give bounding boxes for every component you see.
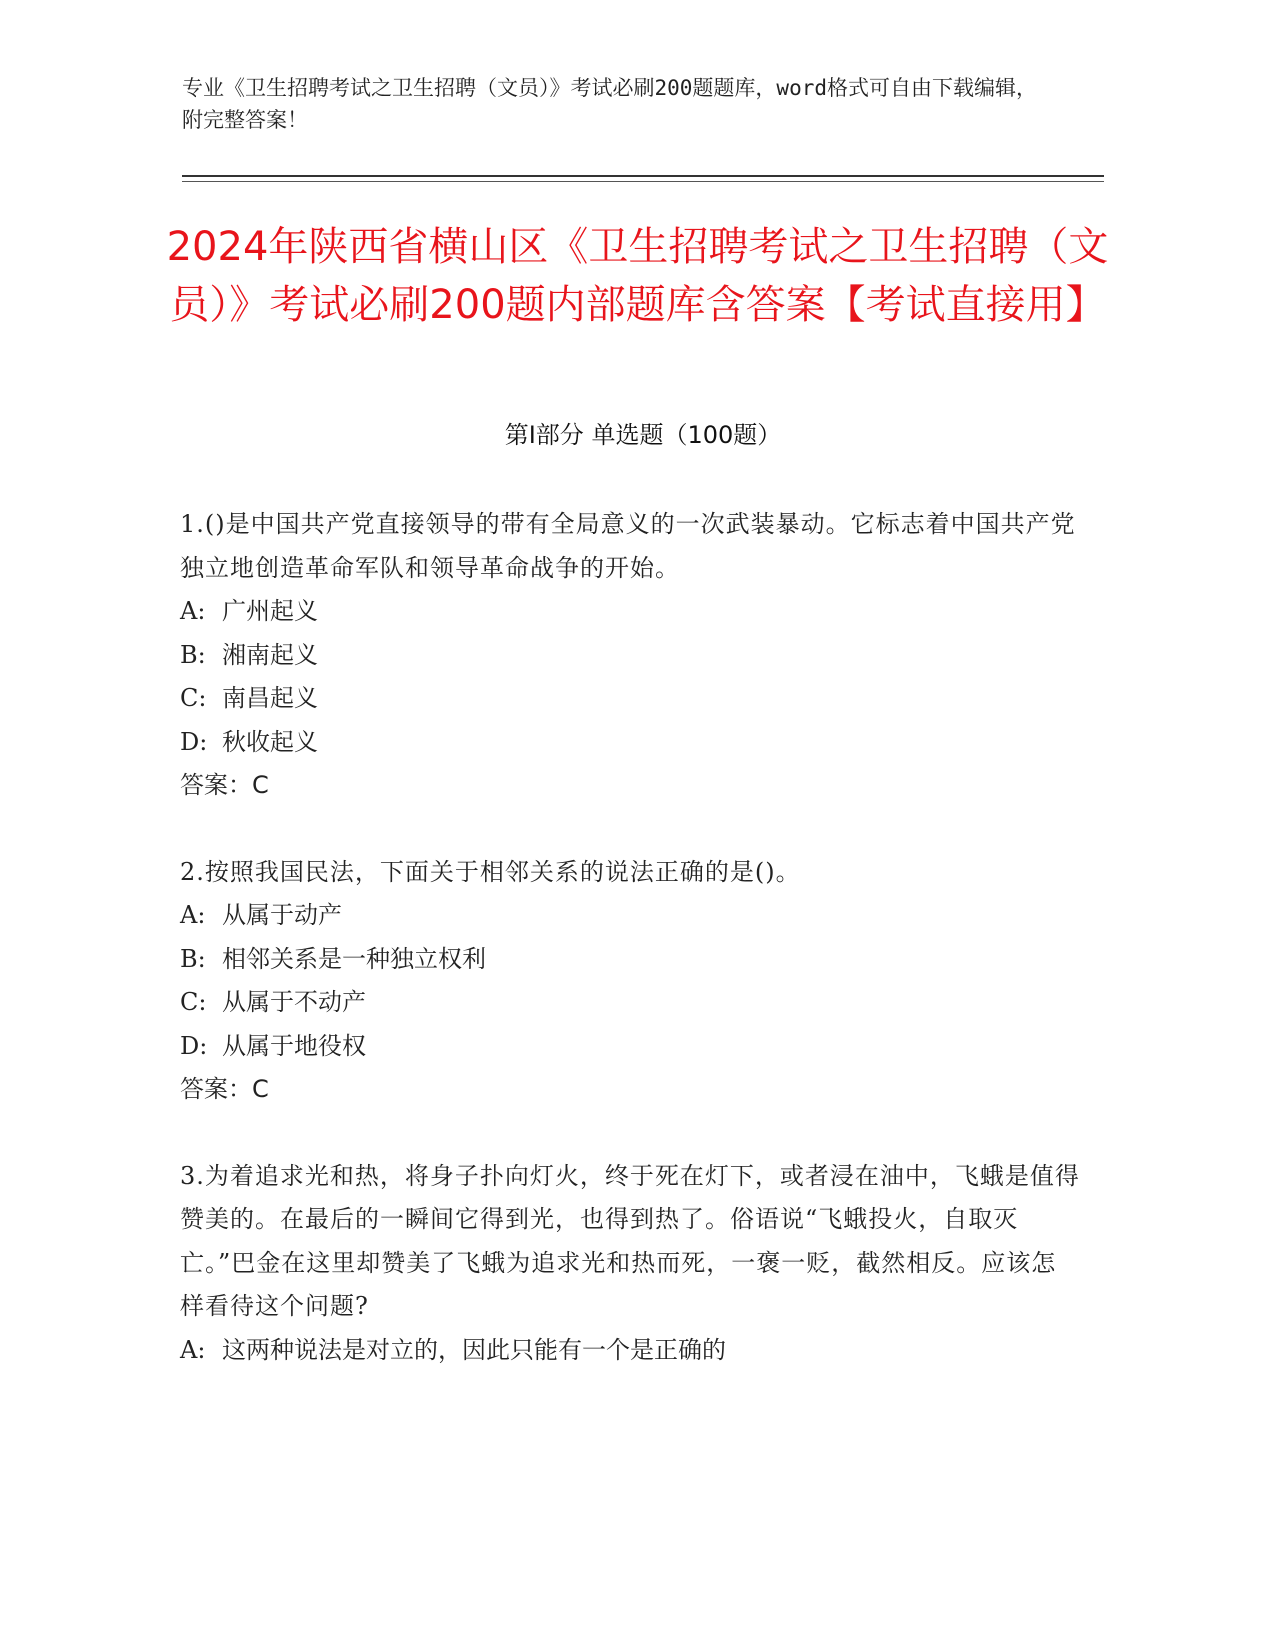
option-letter: A: (180, 1335, 206, 1364)
option-list (180, 1329, 1080, 1373)
question-list (180, 503, 1080, 1415)
header-note: 专业《卫生招聘考试之卫生招聘（文员）》考试必刷200题题库，word格式可自由下载编辑，附完整答案！ (182, 76, 1037, 132)
option-text: 从属于不动产 (222, 988, 366, 1016)
option-letter: C: (180, 684, 207, 712)
option-text: 秋收起义 (222, 727, 318, 756)
document-title: 2024年陕西省横山区《卫生招聘考试之卫生招聘（文员）》考试必刷200题内部题库含答案【考试直接用】 (166, 224, 1109, 328)
option-text: 广州起义 (222, 597, 318, 625)
option-text: 湘南起义 (222, 640, 318, 669)
option-text: 南昌起义 (222, 684, 318, 712)
question-text: 1.()是中国共产党直接领导的带有全局意义的一次武装暴动。它标志着中国共产党独立地创造革命军队和领导革命战争的开始。 (180, 510, 1076, 582)
option-letter: B: (180, 944, 206, 973)
question-text: 2.按照我国民法，下面关于相邻关系的说法正确的是()。 (180, 857, 801, 886)
question-text: 3.为着追求光和热，将身子扑向灯火，终于死在灯下，或者浸在油中，飞蛾是值得赞美的。在最后的一瞬间它得到光，也得到热了。俗语说“飞蛾投火，自取灭亡。”巴金在这里却赞美了飞蛾为追求光和热而死，一褒一贬，截然相反。应该怎样看待这个问题? (180, 1161, 1080, 1320)
option-c (180, 981, 1080, 1025)
option-text: 这两种说法是对立的，因此只能有一个是正确的 (222, 1335, 726, 1364)
option-letter: A: (180, 901, 206, 929)
header-divider-thick (182, 175, 1104, 177)
option-a (180, 894, 1080, 938)
option-a (180, 590, 1080, 634)
option-text: 相邻关系是一种独立权利 (222, 944, 486, 973)
option-a (180, 1329, 1080, 1373)
option-text: 从属于地役权 (222, 1031, 366, 1060)
section-heading: 第I部分 单选题（100题） (504, 421, 782, 449)
option-letter: D: (180, 727, 208, 756)
option-c (180, 677, 1080, 721)
header-divider-thin (182, 181, 1104, 182)
option-d (180, 1025, 1080, 1069)
option-letter: A: (180, 597, 206, 625)
option-letter: B: (180, 640, 206, 669)
option-list (180, 894, 1080, 1068)
answer-line: 答案：C (180, 1075, 269, 1103)
answer-line: 答案：C (180, 771, 269, 799)
option-list (180, 590, 1080, 764)
option-letter: D: (180, 1031, 208, 1060)
option-text: 从属于动产 (222, 901, 342, 929)
option-d (180, 721, 1080, 765)
option-b (180, 634, 1080, 678)
option-b (180, 938, 1080, 982)
question-3 (180, 1155, 1080, 1373)
question-1 (180, 503, 1080, 808)
option-letter: C: (180, 988, 207, 1016)
question-2 (180, 851, 1080, 1112)
